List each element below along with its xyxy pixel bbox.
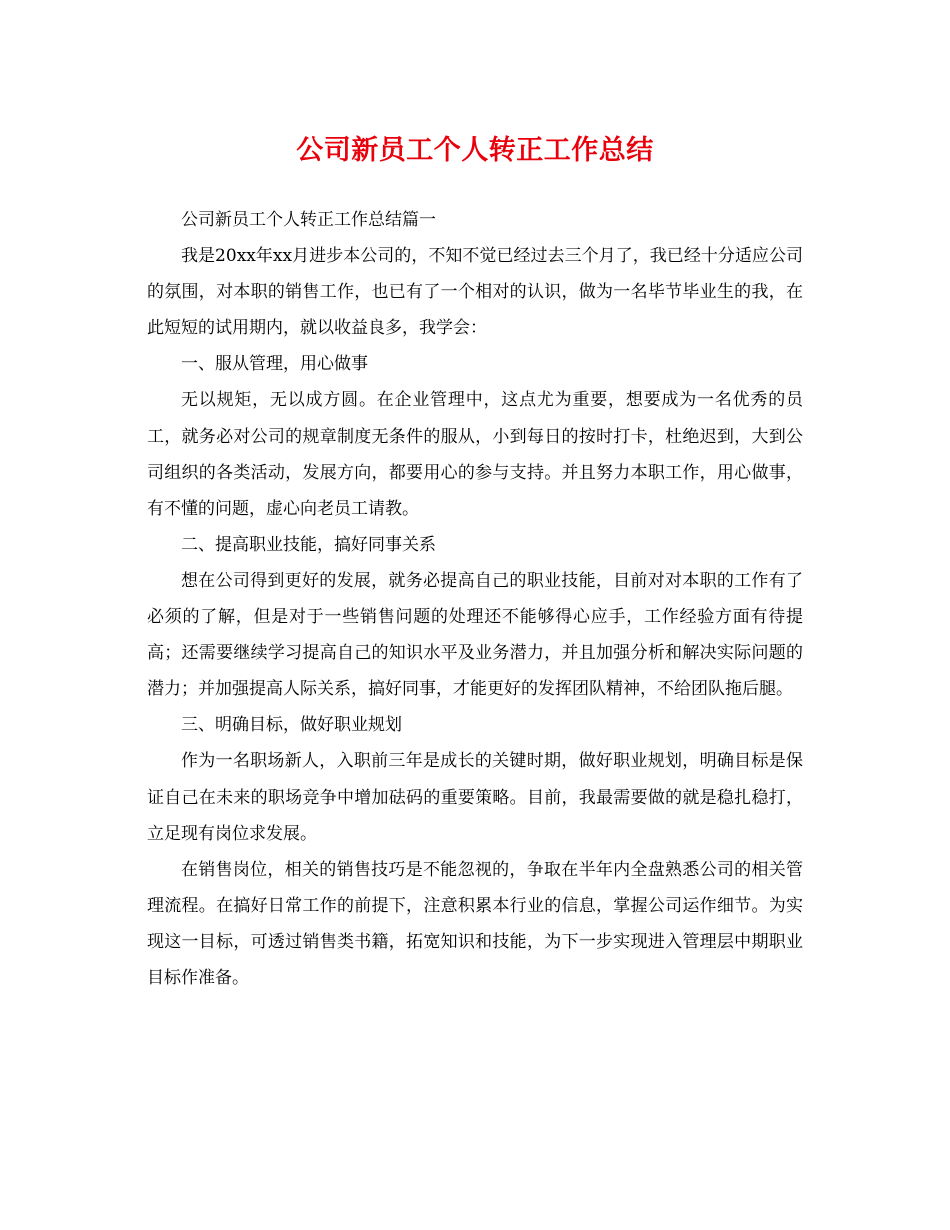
section-heading-1: 一、服从管理，用心做事 bbox=[181, 354, 368, 375]
section-paragraph-1: 无以规矩，无以成方圆。在企业管理中，这点尤为重要，想要成为一名优秀的员工，就务必对公司的规章制度无条件的服从，小到每日的按时打卡，杜绝迟到，大到公司组织的各类活动，发展方向，都要用心的参与支持。并且努力本职工作，用心做事，有不懂的问题，虚心向老员工请教。 bbox=[147, 390, 803, 519]
document-title: 公司新员工个人转正工作总结 bbox=[296, 135, 654, 166]
document-body bbox=[147, 202, 803, 996]
section-heading-2: 二、提高职业技能，搞好同事关系 bbox=[181, 534, 436, 555]
subtitle-paragraph: 公司新员工个人转正工作总结篇一 bbox=[181, 210, 436, 230]
section-heading-3: 三、明确目标，做好职业规划 bbox=[181, 715, 402, 736]
section-paragraph-2: 想在公司得到更好的发展，就务必提高自己的职业技能，目前对对本职的工作有了必须的了解，但是对于一些销售问题的处理还不能够得心应手，工作经验方面有待提高；还需要继续学习提高自己的知识水平及业务潜力，并且加强分析和解决实际问题的潜力；并加强提高人际关系，搞好同事，才能更好的发挥团队精神，不给团队拖后腿。 bbox=[147, 570, 803, 700]
section-paragraph-3: 作为一名职场新人，入职前三年是成长的关键时期，做好职业规划，明确目标是保证自己在未来的职场竞争中增加砝码的重要策略。目前，我最需要做的就是稳扎稳打，立足现有岗位求发展。 bbox=[147, 751, 803, 844]
intro-paragraph: 我是20xx年xx月进步本公司的，不知不觉已经过去三个月了，我已经十分适应公司的氛围，对本职的销售工作，也已有了一个相对的认识，做为一名毕节毕业生的我，在此短短的试用期内，就以收益良多，我学会： bbox=[147, 246, 803, 339]
section-paragraph-4: 在销售岗位，相关的销售技巧是不能忽视的，争取在半年内全盘熟悉公司的相关管理流程。在搞好日常工作的前提下，注意积累本行业的信息，掌握公司运作细节。为实现这一目标，可透过销售类书籍，拓宽知识和技能，为下一步实现进入管理层中期职业目标作准备。 bbox=[147, 859, 803, 988]
